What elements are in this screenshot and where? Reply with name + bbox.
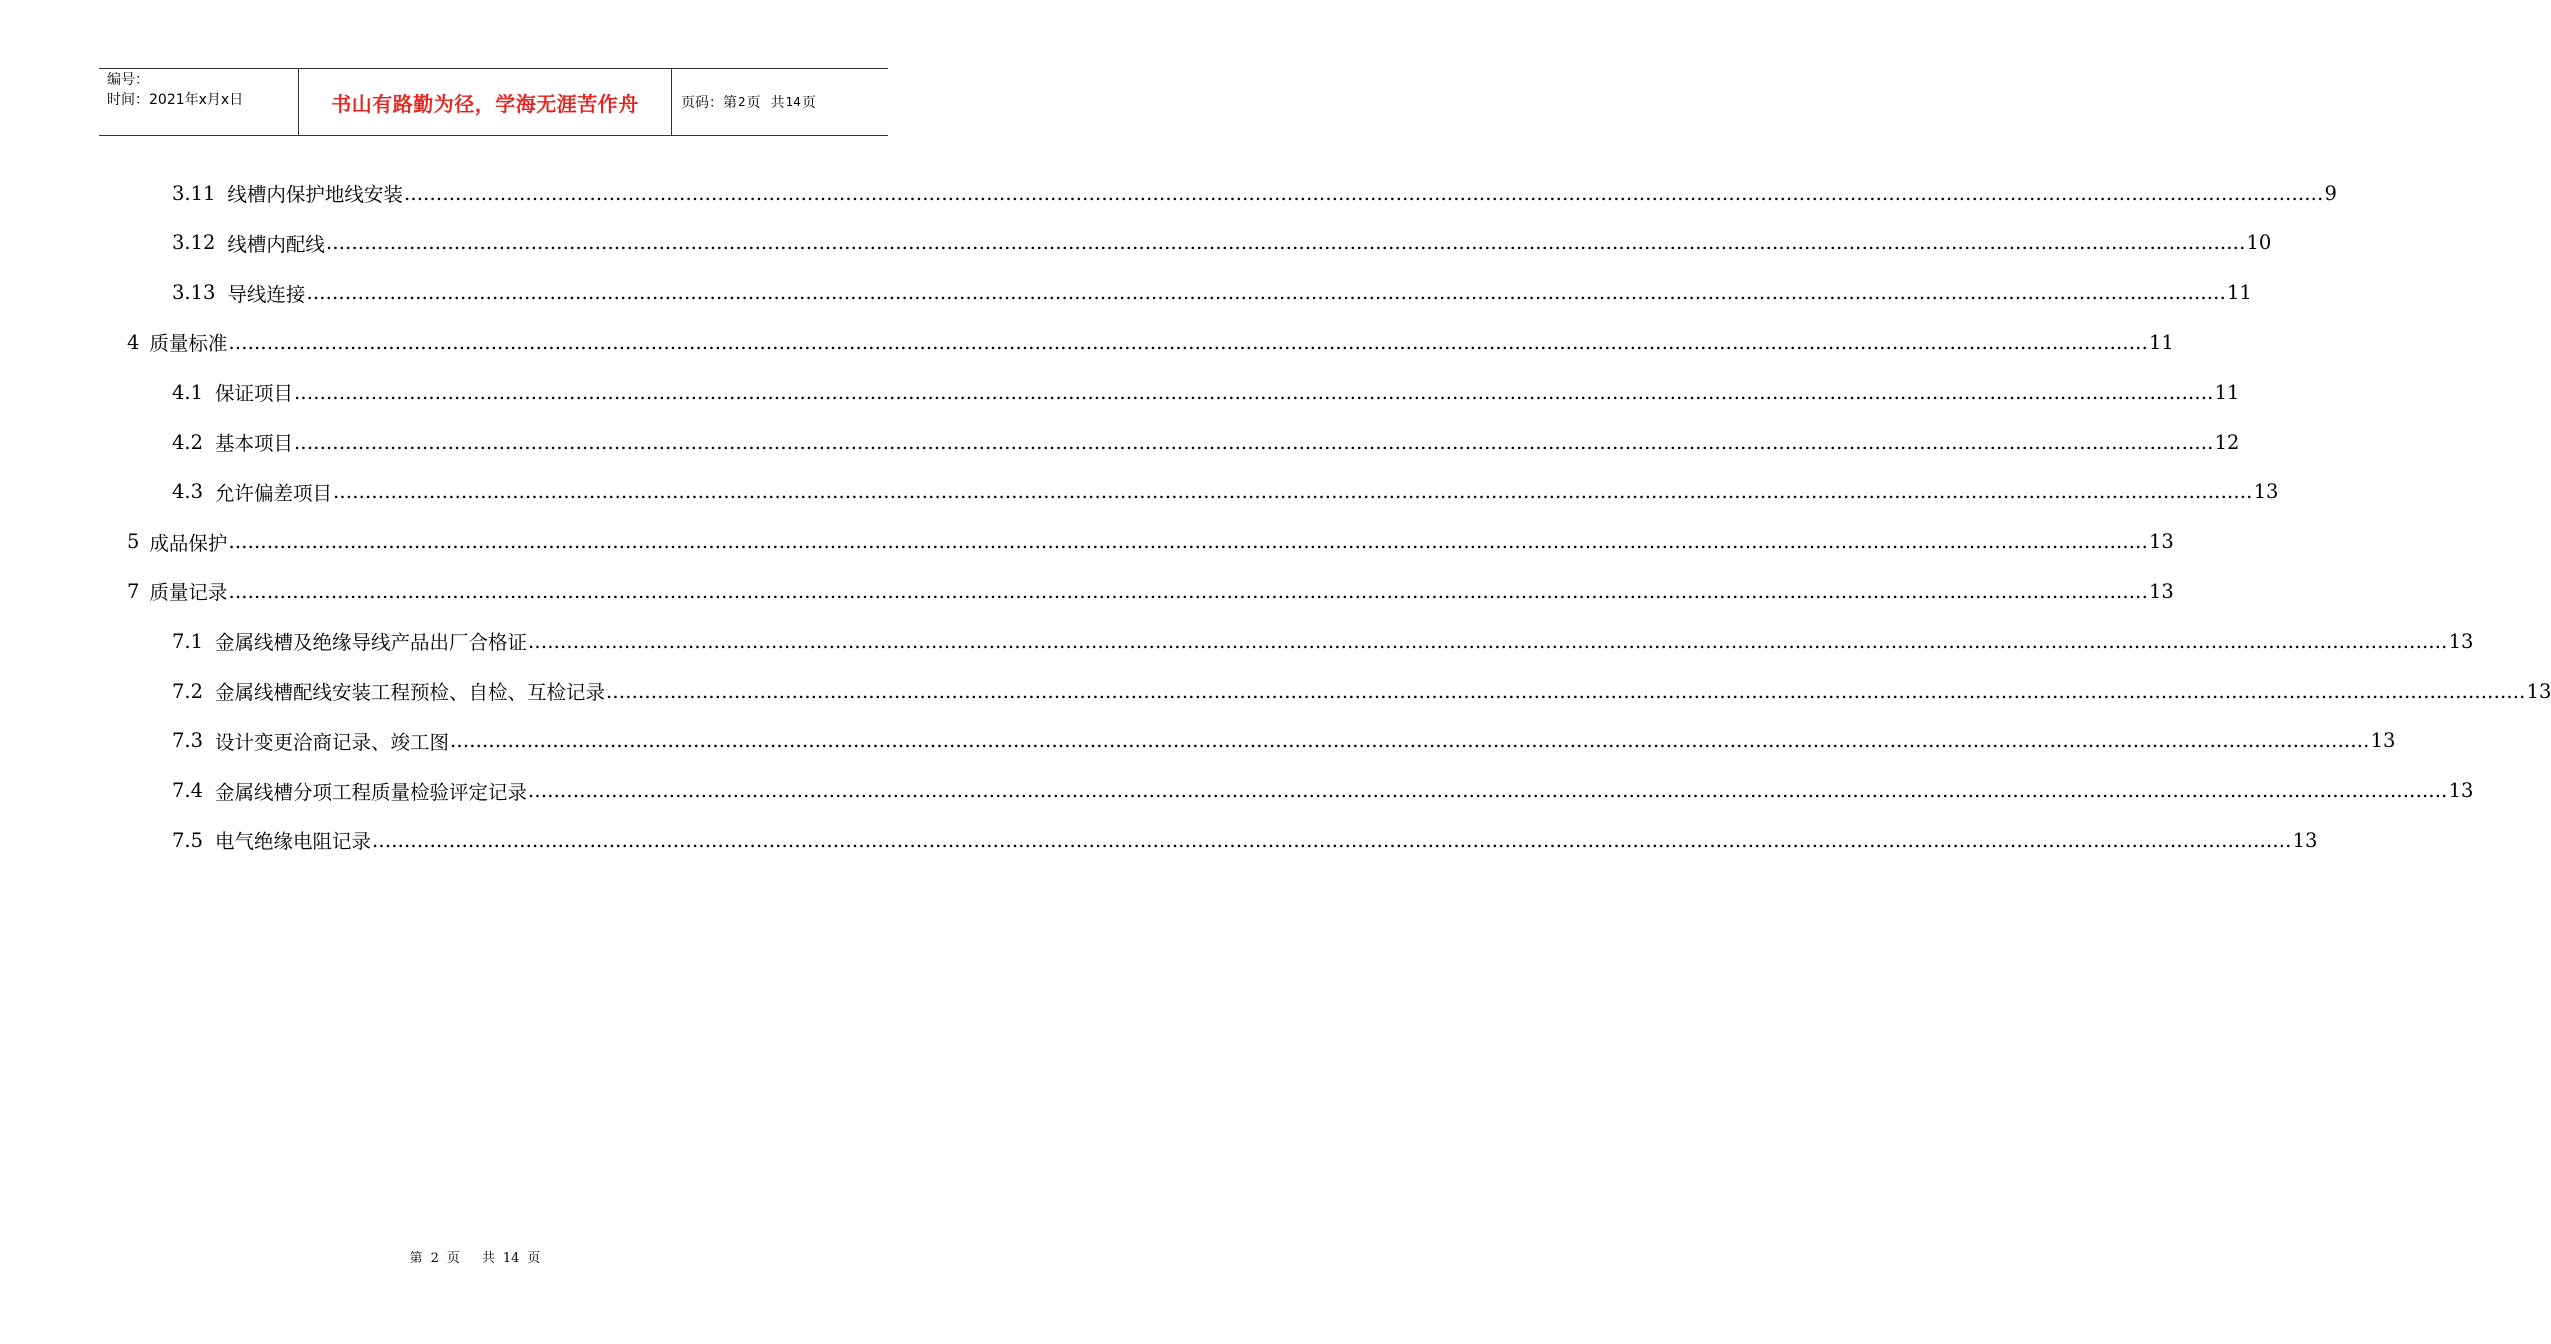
toc-entry-title: 线槽内配线	[227, 232, 325, 256]
toc-entry-number: 4.1	[172, 380, 204, 404]
toc-dot-leader: ............................................................................................................................................................................................................................................................................................................	[228, 530, 2148, 554]
toc-entry-page: 13	[2253, 480, 2279, 504]
footer-current: 2	[430, 1251, 439, 1266]
toc-dot-leader: ............................................................................................................................................................................................................................................................................................................	[606, 679, 2526, 703]
toc-entry[interactable]	[172, 268, 2252, 318]
toc-dot-leader: ............................................................................................................................................................................................................................................................................................................	[333, 480, 2253, 504]
toc-entry-page: 13	[2148, 579, 2174, 603]
toc-entry-page: 13	[2148, 530, 2174, 554]
toc-dot-leader: ............................................................................................................................................................................................................................................................................................................	[294, 380, 2214, 404]
toc-dot-leader: ............................................................................................................................................................................................................................................................................................................	[450, 729, 2370, 753]
page-total: 14	[785, 95, 801, 109]
toc-entry-label	[172, 378, 293, 406]
toc-entry-page: 12	[2214, 430, 2240, 454]
toc-entry-label	[127, 577, 227, 605]
toc-entry-page: 11	[2148, 330, 2174, 354]
toc-entry-page: 13	[2370, 729, 2396, 753]
toc-entry[interactable]	[172, 467, 2279, 517]
toc-entry-title: 线槽内保护地线安装	[227, 183, 403, 206]
footer-total: 14	[502, 1251, 520, 1266]
toc-entry-number: 7.2	[172, 679, 204, 703]
toc-entry-title: 电气绝缘电阻记录	[215, 830, 372, 854]
toc-entry-label	[172, 478, 332, 506]
toc-entry-label	[172, 627, 527, 655]
toc-entry-number: 5	[127, 530, 140, 554]
page-mid: 页	[746, 95, 761, 111]
toc-entry-title: 质量标准	[149, 332, 228, 356]
toc-entry[interactable]	[172, 417, 2240, 467]
page-footer	[0, 1247, 950, 1266]
serial-label: 编号：	[107, 72, 149, 88]
toc-entry-page: 11	[2214, 380, 2240, 404]
toc-entry-title: 允许偏差项目	[215, 481, 333, 505]
toc-entry-number: 7.3	[172, 729, 204, 753]
toc-entry-number: 7.5	[172, 828, 204, 852]
toc-entry-number: 4	[127, 330, 140, 354]
toc-entry-title: 导线连接	[227, 282, 306, 306]
toc-entry-title: 金属线槽配线安装工程预检、自检、互检记录	[215, 681, 606, 704]
toc-entry-label	[172, 179, 403, 207]
page-prefix: 页码：第	[681, 95, 737, 111]
toc-entry[interactable]	[172, 716, 2396, 766]
page-header	[99, 68, 888, 136]
toc-entry-title: 设计变更洽商记录、竣工图	[215, 730, 450, 754]
toc-entry-number: 7.1	[172, 629, 204, 653]
toc-entry-label	[172, 428, 293, 456]
toc-entry-page: 13	[2526, 679, 2551, 703]
footer-total-prefix: 共	[481, 1251, 495, 1266]
toc-entry-number: 3.11	[172, 181, 216, 205]
toc-entry[interactable]	[127, 317, 2174, 367]
toc-entry-page: 13	[2448, 629, 2474, 653]
toc-entry-title: 金属线槽分项工程质量检验评定记录	[215, 780, 528, 804]
header-motto-cell	[299, 69, 672, 135]
toc-dot-leader: ............................................................................................................................................................................................................................................................................................................	[528, 629, 2448, 653]
toc-entry[interactable]	[172, 168, 2337, 218]
toc-entry-label	[172, 229, 325, 257]
toc-entry-page: 9	[2324, 181, 2337, 205]
header-page-info	[672, 69, 888, 135]
toc-entry-number: 3.12	[172, 231, 216, 255]
toc-entry[interactable]	[172, 666, 2551, 716]
toc-entry-label	[172, 777, 527, 805]
toc-entry[interactable]	[172, 367, 2240, 417]
toc-entry[interactable]	[172, 218, 2272, 268]
toc-entry-page: 13	[2448, 779, 2474, 803]
toc-entry-label	[127, 328, 227, 356]
toc-dot-leader: ............................................................................................................................................................................................................................................................................................................	[528, 779, 2448, 803]
date-label: 时间：2021年x月x日	[107, 92, 244, 108]
toc-dot-leader: ............................................................................................................................................................................................................................................................................................................	[294, 430, 2214, 454]
toc-entry-title: 保证项目	[215, 382, 294, 406]
footer-mid: 页	[446, 1251, 460, 1266]
page-current: 2	[738, 95, 746, 109]
toc-entry-page: 13	[2292, 828, 2318, 852]
toc-entry-label	[172, 279, 305, 307]
toc-dot-leader: ............................................................................................................................................................................................................................................................................................................	[228, 579, 2148, 603]
toc-entry[interactable]	[127, 566, 2174, 616]
footer-suffix: 页	[527, 1251, 541, 1266]
toc-entry-label	[172, 826, 371, 854]
toc-entry-number: 4.3	[172, 480, 204, 504]
page-suffix: 页	[801, 95, 816, 111]
toc-entry[interactable]	[172, 616, 2474, 666]
toc-entry-label	[172, 727, 449, 755]
toc-entry-page: 10	[2246, 231, 2272, 255]
toc-entry-label	[127, 528, 227, 556]
toc-dot-leader: ............................................................................................................................................................................................................................................................................................................	[325, 231, 2246, 255]
toc-entry-title: 金属线槽及绝缘导线产品出厂合格证	[215, 631, 528, 655]
toc-dot-leader: ............................................................................................................................................................................................................................................................................................................	[228, 330, 2148, 354]
toc-dot-leader: ............................................................................................................................................................................................................................................................................................................	[306, 281, 2226, 305]
toc-entry-title: 基本项目	[215, 432, 294, 455]
toc-entry-label	[172, 677, 605, 705]
toc-entry[interactable]	[172, 766, 2474, 816]
toc-entry-number: 7	[127, 579, 140, 603]
toc-entry-number: 7.4	[172, 779, 204, 803]
toc-dot-leader: ............................................................................................................................................................................................................................................................................................................	[403, 181, 2324, 205]
toc-entry-number: 3.13	[172, 281, 216, 305]
toc-entry[interactable]	[172, 815, 2318, 865]
toc-entry-title: 质量记录	[149, 581, 228, 605]
toc-entry[interactable]	[127, 517, 2174, 567]
header-meta	[99, 69, 299, 135]
footer-prefix: 第	[409, 1251, 423, 1266]
toc-entry-page: 11	[2226, 281, 2252, 305]
page-total-prefix: 共	[770, 95, 785, 111]
toc-entry-number: 4.2	[172, 430, 204, 454]
toc-dot-leader: ............................................................................................................................................................................................................................................................................................................	[372, 828, 2292, 852]
motto: 书山有路勤为径，学海无涯苦作舟	[331, 91, 639, 116]
toc-entry-title: 成品保护	[149, 531, 228, 555]
